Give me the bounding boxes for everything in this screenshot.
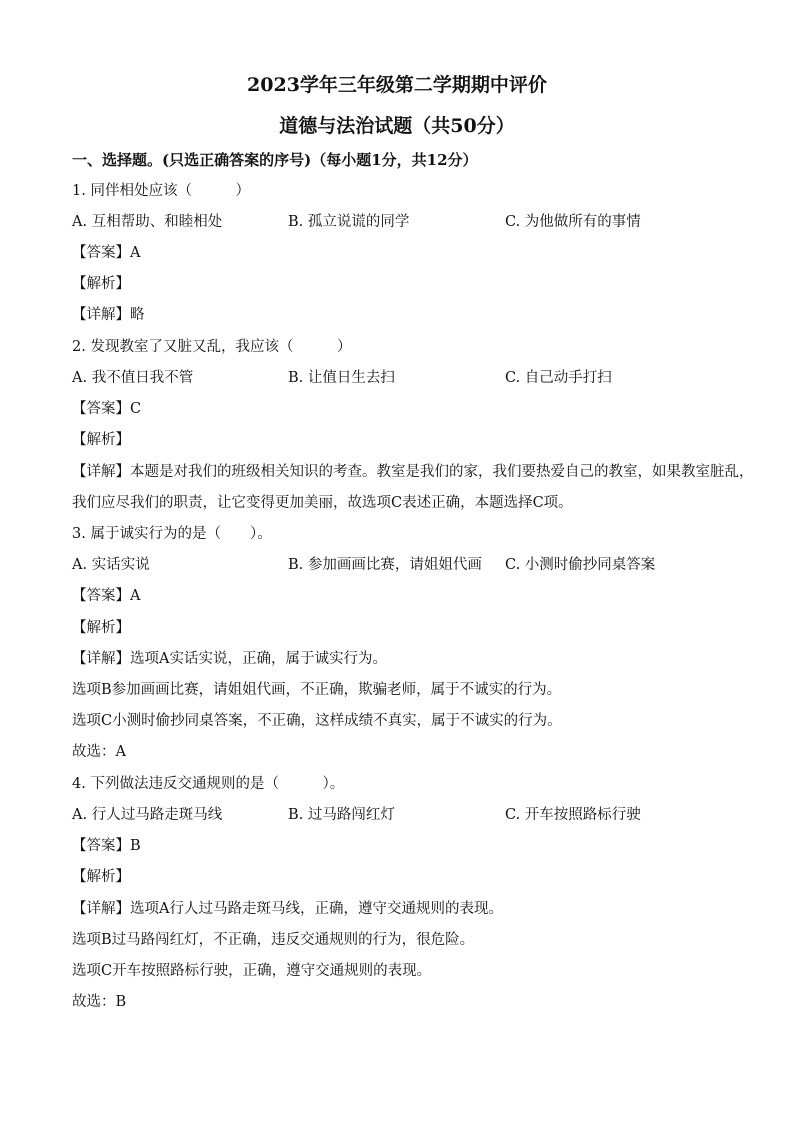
detail-text: 选项A行人过马路走斑马线，正确，遵守交通规则的表现。 [130,901,503,917]
answer-line [72,243,140,263]
detail-label: 【详解】 [72,651,130,667]
option-a: A. 我不值日我不管 [72,370,194,386]
answer-line [72,586,140,606]
page-title: 2023学年三年级第二学期期中评价 [247,74,547,96]
answer-value: B [130,838,141,854]
option-b: B. 过马路闯红灯 [288,807,395,823]
page-subtitle: 道德与法治试题（共50分） [279,115,515,137]
detail-text-continued: 选项C小测时偷抄同桌答案，不正确，这样成绩不真实，属于不诚实的行为。 [72,713,562,729]
detail-line [72,899,503,919]
options-row [0,805,794,825]
question-stem: 4. 下列做法违反交通规则的是（ ）。 [72,776,345,792]
analysis-label: 【解析】 [72,869,130,885]
option-b: B. 孤立说谎的同学 [288,214,410,230]
answer-label: 【答案】 [72,401,130,417]
detail-text-continued: 选项B参加画画比赛，请姐姐代画，不正确，欺骗老师，属于不诚实的行为。 [72,682,562,698]
section-heading: 一、选择题。(只选正确答案的序号)（每小题1分，共12分） [72,151,478,169]
detail-text-continued: 选项C开车按照路标行驶，正确，遵守交通规则的表现。 [72,963,432,979]
detail-label: 【详解】 [72,464,130,480]
options-row [0,212,794,232]
detail-line [72,649,387,669]
detail-text: 选项A实话实说，正确，属于诚实行为。 [130,651,387,667]
option-c: C. 自己动手打扫 [505,370,612,386]
option-a: A. 互相帮助、和睦相处 [72,214,223,230]
answer-value: A [130,245,141,261]
answer-value: A [130,588,141,604]
option-a: A. 行人过马路走斑马线 [72,807,223,823]
answer-label: 【答案】 [72,588,130,604]
option-c: C. 小测时偷抄同桌答案 [505,557,656,573]
question-stem: 2. 发现教室了又脏又乱，我应该（ ） [72,339,352,355]
answer-line [72,399,141,419]
detail-text-continued: 我们应尽我们的职责，让它变得更加美丽，故选项C表述正确，本题选择C项。 [72,495,573,511]
detail-text: 略 [130,307,145,323]
answer-label: 【答案】 [72,838,130,854]
options-row [0,555,794,575]
detail-line [72,305,145,325]
option-b: B. 参加画画比赛，请姐姐代画 [288,557,482,573]
question-stem: 3. 属于诚实行为的是（ ）。 [72,526,272,542]
detail-text-continued: 选项B过马路闯红灯，不正确，违反交通规则的行为，很危险。 [72,932,475,948]
option-c: C. 开车按照路标行驶 [505,807,641,823]
answer-value: C [130,401,142,417]
detail-conclusion: 故选：B [72,994,127,1010]
detail-conclusion: 故选：A [72,744,126,760]
option-a: A. 实话实说 [72,557,150,573]
detail-label: 【详解】 [72,307,130,323]
detail-line [72,462,754,482]
detail-label: 【详解】 [72,901,130,917]
question-stem: 1. 同伴相处应该（ ） [72,183,250,199]
options-row [0,368,794,388]
analysis-label: 【解析】 [72,276,130,292]
detail-text: 本题是对我们的班级相关知识的考查。教室是我们的家，我们要热爱自己的教室，如果教室脏乱， [130,464,754,480]
option-c: C. 为他做所有的事情 [505,214,641,230]
option-b: B. 让值日生去扫 [288,370,395,386]
answer-line [72,836,141,856]
analysis-label: 【解析】 [72,620,130,636]
analysis-label: 【解析】 [72,432,130,448]
answer-label: 【答案】 [72,245,130,261]
